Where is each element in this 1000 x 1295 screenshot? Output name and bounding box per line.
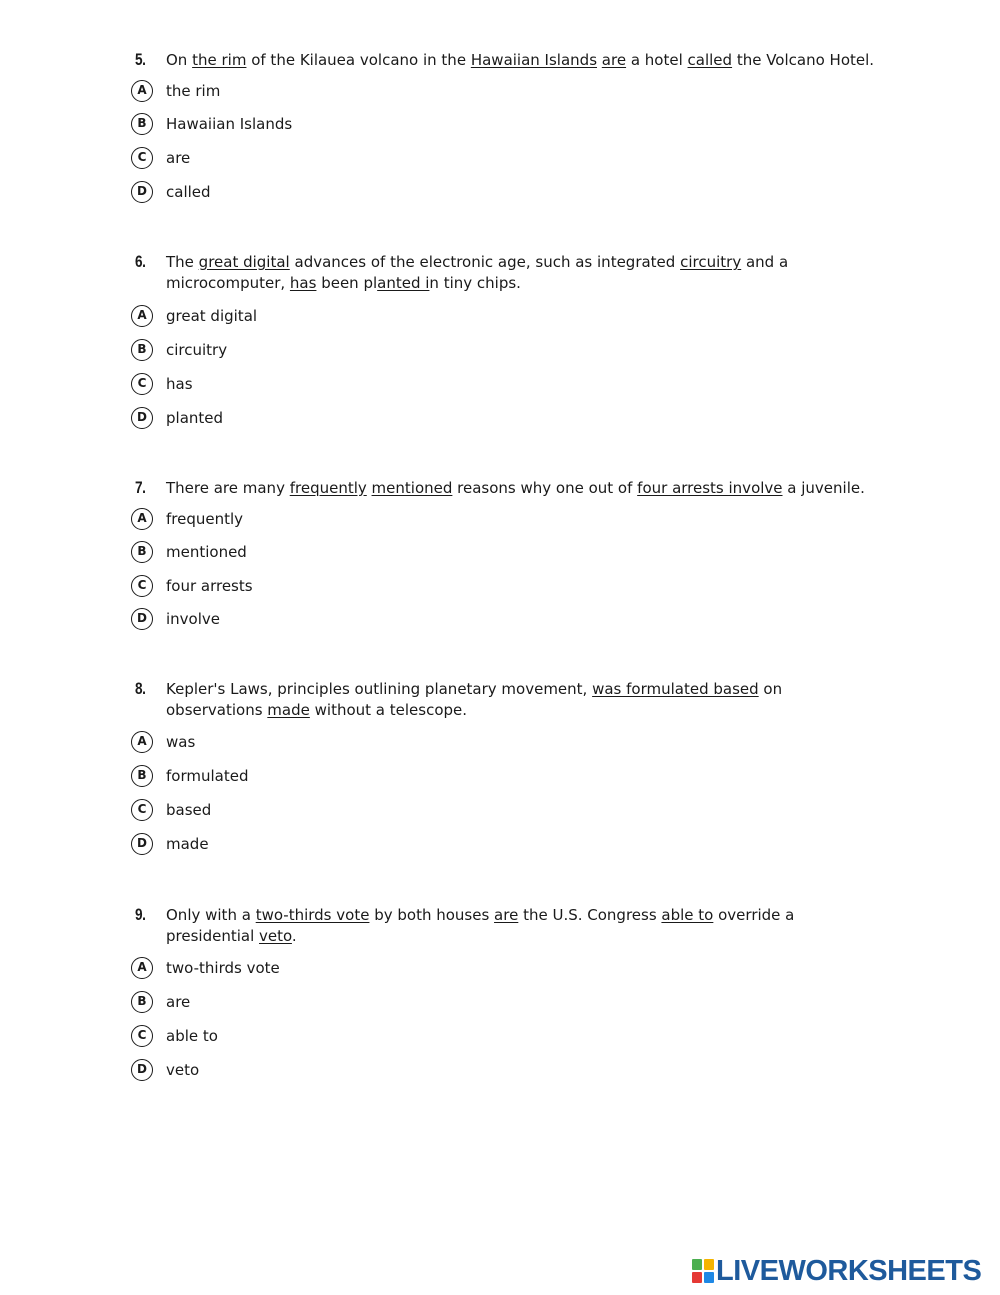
text-segment: a juvenile. — [782, 479, 865, 497]
text-segment: the U.S. Congress — [518, 906, 662, 924]
option-label: has — [166, 375, 193, 393]
option-label: veto — [166, 1061, 200, 1079]
option-label: are — [166, 993, 191, 1011]
underlined-phrase: made — [267, 701, 310, 719]
underlined-phrase: are — [494, 906, 519, 924]
text-segment: reasons why one out of — [452, 479, 638, 497]
text-segment: by both houses — [369, 906, 495, 924]
question-text — [166, 50, 878, 71]
question-text — [166, 252, 878, 294]
option-bubble[interactable]: B — [131, 339, 153, 361]
text-segment: On — [166, 51, 193, 69]
option-bubble[interactable]: B — [131, 765, 153, 787]
underlined-phrase: called — [687, 51, 733, 69]
underlined-phrase: has — [289, 274, 317, 292]
text-segment: . — [291, 927, 297, 945]
text-segment: a hotel — [626, 51, 688, 69]
option-label: two-thirds vote — [166, 959, 280, 977]
option-label: planted — [166, 409, 224, 427]
underlined-phrase: the rim — [192, 51, 247, 69]
option-label: called — [166, 183, 211, 201]
option-label: made — [166, 835, 209, 853]
underlined-phrase: anted i — [377, 274, 430, 292]
option-bubble[interactable]: C — [131, 147, 153, 169]
underlined-phrase: veto — [259, 927, 292, 945]
text-segment: Only with a — [166, 906, 256, 924]
option-bubble[interactable]: D — [131, 181, 153, 203]
underlined-phrase: are — [601, 51, 627, 69]
logo-square — [692, 1259, 702, 1270]
logo-square — [692, 1272, 702, 1283]
logo-square — [704, 1272, 714, 1283]
text-segment: of the Kilauea volcano in the — [246, 51, 471, 69]
underlined-phrase: frequently — [289, 479, 367, 497]
option-bubble[interactable]: A — [131, 508, 153, 530]
question-text — [166, 478, 878, 499]
question-number: 7. — [135, 478, 146, 497]
text-segment: Kepler's Laws, principles outlining planetary movement, — [166, 680, 593, 698]
option-label: based — [166, 801, 212, 819]
option-bubble[interactable]: C — [131, 1025, 153, 1047]
question-text — [166, 905, 878, 947]
option-bubble[interactable]: B — [131, 541, 153, 563]
option-label: circuitry — [166, 341, 228, 359]
underlined-phrase: was formulated based — [592, 680, 759, 698]
option-bubble[interactable]: C — [131, 575, 153, 597]
option-label: formulated — [166, 767, 249, 785]
underlined-phrase: great digital — [198, 253, 290, 271]
option-label: involve — [166, 610, 221, 628]
option-label: mentioned — [166, 543, 247, 561]
option-bubble[interactable]: D — [131, 833, 153, 855]
option-bubble[interactable]: C — [131, 799, 153, 821]
text-segment: and a microcomputer, — [166, 253, 789, 292]
text-segment: the Volcano Hotel. — [732, 51, 875, 69]
option-bubble[interactable]: D — [131, 407, 153, 429]
logo-squares-icon — [692, 1259, 714, 1283]
option-bubble[interactable]: D — [131, 1059, 153, 1081]
text-segment: been pl — [316, 274, 378, 292]
text-segment: on observations — [166, 680, 783, 719]
option-label: was — [166, 733, 196, 751]
question-text — [166, 679, 878, 721]
text-segment: The — [166, 253, 199, 271]
option-bubble[interactable]: A — [131, 731, 153, 753]
option-bubble[interactable]: A — [131, 957, 153, 979]
option-bubble[interactable]: A — [131, 305, 153, 327]
question-number: 9. — [135, 905, 146, 924]
option-bubble[interactable]: C — [131, 373, 153, 395]
underlined-phrase: Hawaiian Islands — [470, 51, 598, 69]
logo-text: LIVEWORKSHEETS — [716, 1255, 982, 1287]
question-number: 5. — [135, 50, 146, 69]
option-bubble[interactable]: B — [131, 113, 153, 135]
logo-square — [704, 1259, 714, 1270]
option-label: great digital — [166, 307, 258, 325]
text-segment: without a telescope. — [309, 701, 468, 719]
option-label: able to — [166, 1027, 218, 1045]
option-label: four arrests — [166, 577, 253, 595]
option-bubble[interactable]: B — [131, 991, 153, 1013]
option-label: frequently — [166, 510, 244, 528]
question-number: 6. — [135, 252, 146, 271]
text-segment: n tiny chips. — [429, 274, 521, 292]
option-label: Hawaiian Islands — [166, 115, 293, 133]
option-label: the rim — [166, 82, 221, 100]
underlined-phrase: able to — [661, 906, 714, 924]
text-segment: There are many — [166, 479, 290, 497]
text-segment: override a presidential — [166, 906, 795, 945]
option-bubble[interactable]: D — [131, 608, 153, 630]
underlined-phrase: circuitry — [680, 253, 742, 271]
underlined-phrase: four arrests involve — [637, 479, 783, 497]
question-number: 8. — [135, 679, 146, 698]
option-label: are — [166, 149, 191, 167]
underlined-phrase: mentioned — [371, 479, 453, 497]
underlined-phrase: two-thirds vote — [255, 906, 370, 924]
option-bubble[interactable]: A — [131, 80, 153, 102]
text-segment: advances of the electronic age, such as integrated — [289, 253, 681, 271]
